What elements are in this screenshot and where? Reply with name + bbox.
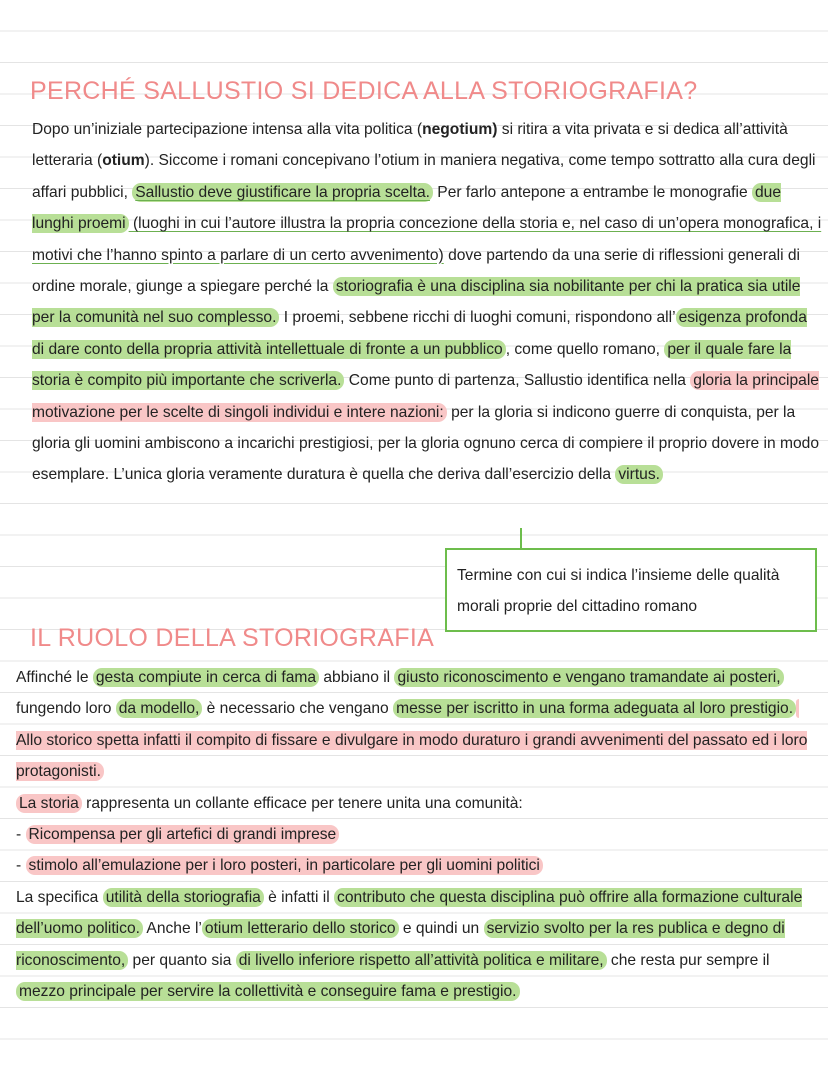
text: Affinché le [16,669,93,686]
highlight-green: giusto riconoscimento e vengano tramandate ai posteri, [394,668,783,687]
section-title-perche-sallustio: PERCHÉ SALLUSTIO SI DEDICA ALLA STORIOGRAFIA? [30,77,698,105]
highlight-green: storiografia è una disciplina sia nobilitante per chi la pratica sia utile per la comunità nel suo complesso. [32,278,801,327]
text: fungendo loro [16,700,116,718]
paragraph-sallustio [32,114,822,491]
bold-term-negotium: negotium) [422,121,498,138]
text: Anche l’ [142,920,202,938]
text: per quanto sia [128,951,236,969]
text: Per farlo antepone a entrambe le monografie [432,183,752,201]
text: ). Siccome i romani concepivano l’otium in maniera negativa, come tempo sottratto alla cura degli affari pubblici, [32,152,816,201]
text: per la gloria si indicono guerre di conquista, per la gloria gli uomini ambiscono a incarichi prestigiosi, per la gloria ognuno cerca di compiere il proprio dovere in modo esemplare. L’unica gloria veramente duratura è quella che deriva dall’esercizio della [32,403,820,484]
text: è infatti il [263,888,335,906]
callout-box-virtus [445,548,817,632]
highlight-green: Sallustio deve giustificare la propria scelta. [132,183,433,202]
text: si ritira a vita privata e si dedica all’attività letteraria ( [32,121,788,170]
text: Come punto di partenza, Sallustio identifica nella [344,372,691,390]
underlined-text: (luoghi in cui l’autore illustra la propria concezione della storia e, nel caso di un’opera monografica, i motivi che l’hanno spinto a parlare di un certo avvenimento) [32,215,822,264]
list-dash: - [16,857,26,875]
text: abbiano il [319,669,395,686]
callout-text: Termine con cui si indica l’insieme delle qualità morali proprie del cittadino romano [457,567,780,615]
paragraph-ruolo [16,662,816,1007]
highlight-green: per il quale fare la storia è compito più importante che scriverla. [32,340,792,390]
highlight-green: contributo che questa disciplina può offrire alla formazione culturale dell’uomo politico. [16,888,803,938]
text: , come quello romano, [505,340,665,358]
highlight-green: mezzo principale per servire la collettività e conseguire fama e prestigio. [16,982,520,1001]
highlight-pink: gloria la principale motivazione per le scelte di singoli individui e intere nazioni: [32,372,819,421]
text: I proemi, sebbene ricchi di luoghi comuni, rispondono all’ [279,309,676,327]
highlight-green: di livello inferiore rispetto all’attività politica e militare, [236,951,607,970]
text: dove partendo da una serie di riflessioni generali di ordine morale, giunge a spiegare perché la [32,246,801,296]
list-dash: - [16,826,26,844]
highlight-green: otium letterario dello storico [202,919,399,938]
list-item-pink: stimolo all’emulazione per i loro posteri, in particolare per gli uomini politici [26,856,543,875]
text: La specifica [16,888,103,906]
text: e quindi un [398,920,484,938]
highlight-green: da modello, [116,699,203,718]
highlight-green: due lunghi proemi [32,183,782,233]
highlight-green: servizio svolto per la res publica e degno di riconoscimento, [16,920,785,969]
highlight-pink: Allo storico spetta infatti il compito di fissare e divulgare in modo duraturo i grandi avvenimenti del passato ed i loro protagonisti. [16,699,807,781]
highlight-green: messe per iscritto in una forma adeguata al loro prestigio. [393,699,796,718]
text: rappresenta un collante efficace per tenere unita una comunità: [81,794,523,812]
highlight-pink: La storia [16,794,82,813]
text: è necessario che vengano [202,700,394,718]
callout-connector [520,528,522,548]
highlight-green: gesta compiute in cerca di fama [93,668,319,687]
text: Dopo un’iniziale partecipazione intensa alla vita politica ( [32,121,423,138]
highlight-green: utilità della storiografia [103,888,264,907]
section-title-ruolo-storiografia: IL RUOLO DELLA STORIOGRAFIA [30,624,435,652]
highlight-green: esigenza profonda di dare conto della propria attività intellettuale di fronte a un pubblico [32,309,807,358]
list-item-pink: Ricompensa per gli artefici di grandi imprese [26,825,340,844]
text: che resta pur sempre il [606,951,770,969]
bold-term-otium: otium [102,152,145,170]
highlight-green-virtus: virtus. [615,465,663,484]
